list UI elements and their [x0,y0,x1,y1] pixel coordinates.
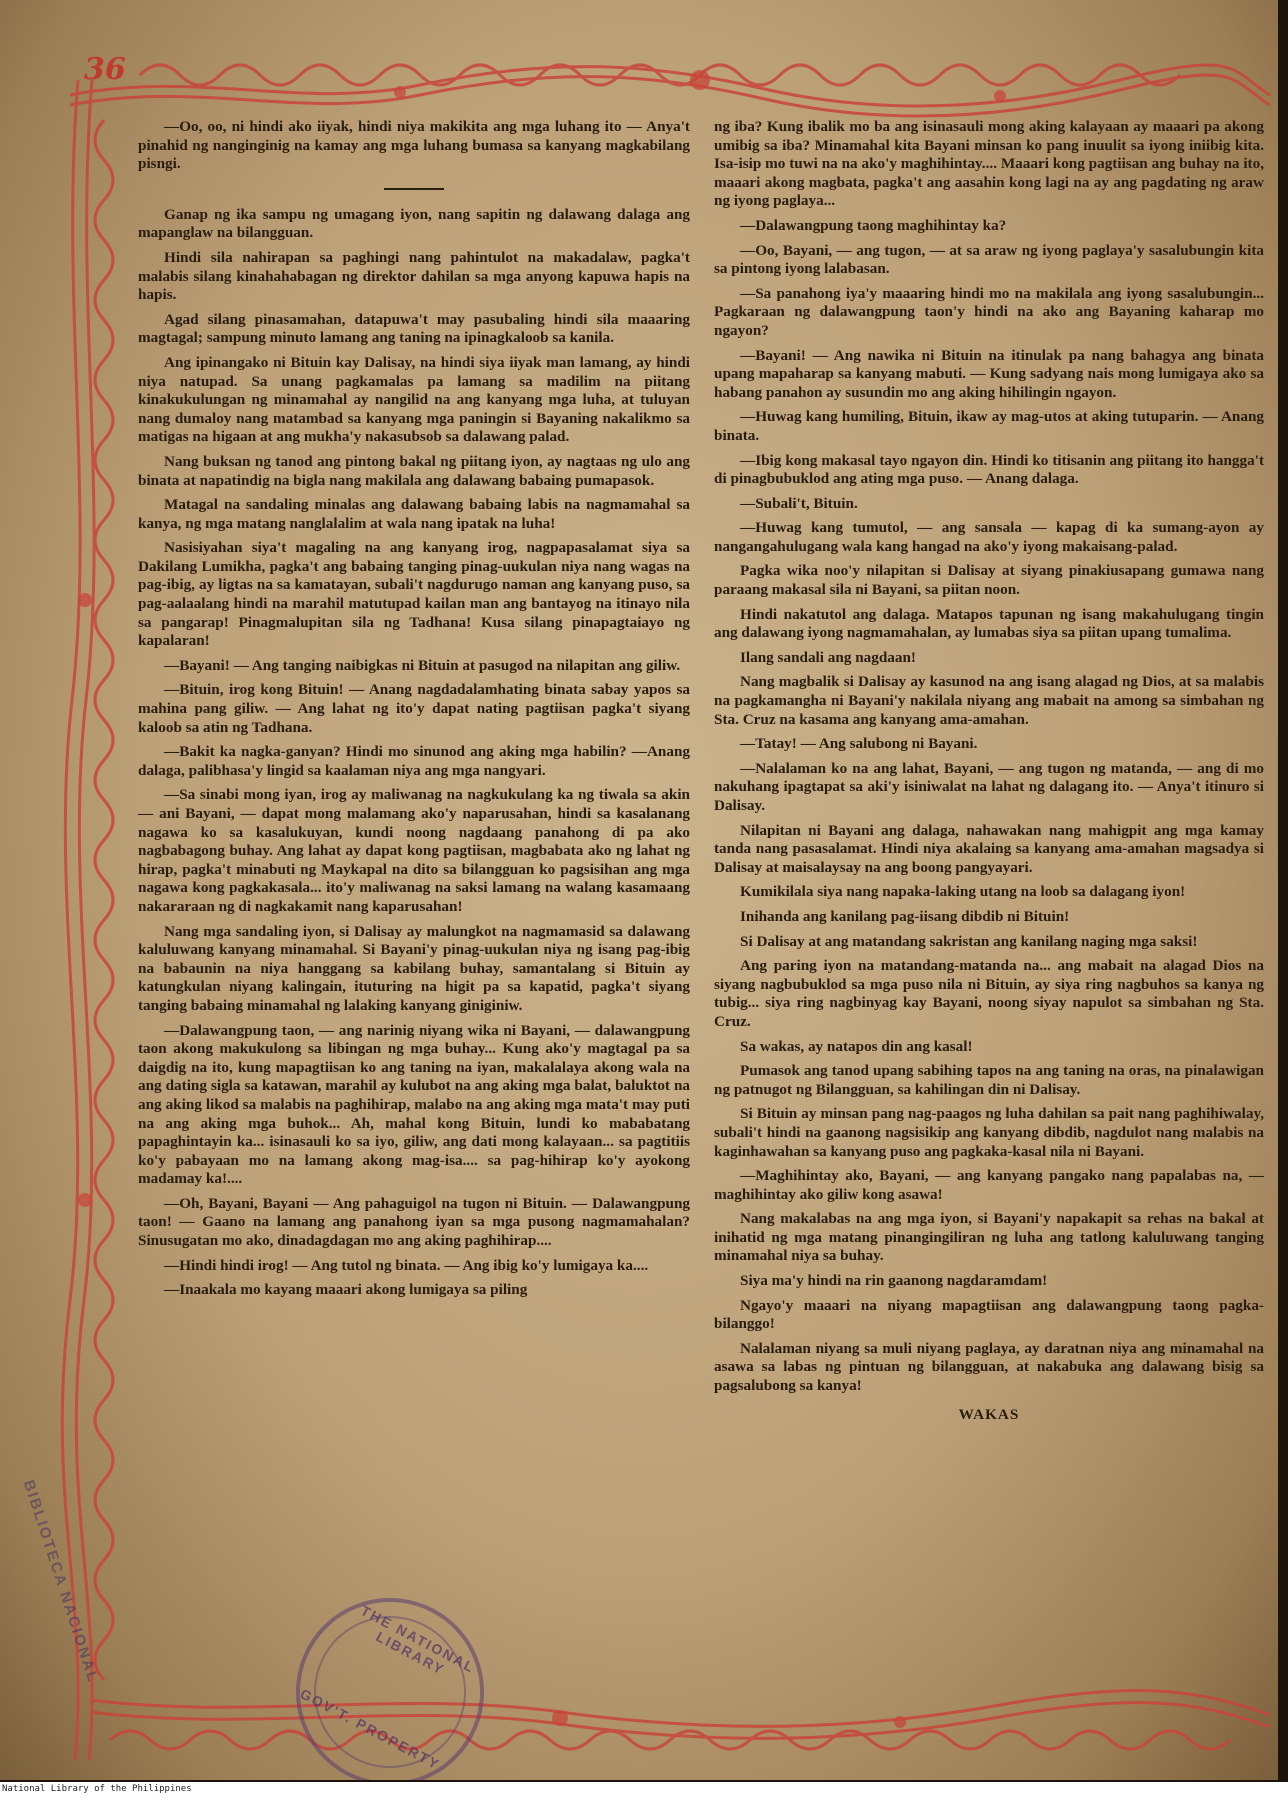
paragraph: Nang mga sandaling iyon, si Dalisay ay malungkot na nagmamasid sa dalawang kaluluwang kanyang minamahal. Si Bayani'y pinag-uukulan niya ng isang pag-ibig na babaunin na niya hanggang sa kabilang buhay, samantalang si Bituin ay katungkulan niyang kalingain, ituturing na higit pa sa kapatid, pagka't siyang tanging babaing minamahal ng lalaking kanyang giniginiw. [138,922,690,1014]
paragraph: —Bituin, irog kong Bituin! — Anang nagdadalamhating binata sabay yapos sa mahina pang giliw. — Ang lahat ng ito'y dapat nating pagtiisan pagka't siyang kaloob sa atin ng Tadhana. [138,681,690,736]
paragraph: —Bayani! — Ang tanging naibigkas ni Bituin at pasugod na nilapitan ang giliw. [164,656,681,674]
paragraph: —Huwag kang tumutol, — ang sansala — kapag di ka sumang-ayon ay nangangahulugang wala kang hangad na ako'y iyong makaisang-palad. [714,519,1264,555]
paragraph: Nasisiyahan siya't magaling na ang kanyang irog, nagpapasalamat siya sa Dakilang Lumikha, pagka't ang babaing tanging pinag-uukulan niya nang wagas na pag-ibig, ay ligtas na sa kamatayan, subali't nagdurugo naman ang kanyang puso, sa pag-aalaalang hindi na marahil matutupad kailan man ang bantayog na itinayo nila sa pangarap! Pinagmalupitan sila ng Tadhana! Kusa silang pinapagtaiayo ng kapalaran! [138,539,690,650]
paragraph: Ilang sandali ang nagdaan! [740,648,916,666]
paragraph: Pagka wika noo'y nilapitan si Dalisay at siyang pinakiusapang gumawa nang paraang makasal sila ni Bayani, sa piitan noon. [714,562,1264,599]
paragraph: Si Bituin ay minsan pang nag-paagos ng luha dahilan sa pait nang paghihiwalay, subali't hindi na gaanong nagsisikip ang kanyang dibdib, nagdulot nang malabis na kaginhawahan sa kanyang puso ang pagkaka-kasal nila ni Bayani. [714,1105,1264,1160]
paragraph: Sa wakas, ay natapos din ang kasal! [740,1037,973,1055]
paragraph: Ang paring iyon na matandang-matanda na... ang mabait na alagad Dios na siyang nagbubuklod sa mga puso nila ni Bituin, ay siya ring nagbuhos sa kanya ng tubig... siya ring nagbinyag kay Bayani, noong siyay napulot sa simbahan ng Sta. Cruz. [714,957,1264,1030]
right-column [714,118,1264,1430]
paragraph: Nang magbalik si Dalisay ay kasunod na ang isang alagad ng Dios, at sa malabis na pagkamangha ni Bayani'y nakilala niyang ang mabait na among sa simbahan ng Sta. Cruz na kasama ang kanyang ama-amahan. [714,673,1264,728]
paragraph: Kumikilala siya nang napaka-laking utang na loob sa dalagang iyon! [740,883,1186,901]
left-column [138,118,690,1306]
footer-credit: National Library of the Philippines [0,1782,1288,1808]
paragraph: Nalalaman niyang sa muli niyang paglaya, ay daratnan niya ang minamahal na asawa sa labas ng pintuan ng bilangguan, at nakabuka ang dalawang bisig sa pagsalubong sa kanya! [714,1339,1264,1395]
paragraph: Nang buksan ng tanod ang pintong bakal ng piitang iyon, ay nagtaas ng ulo ang binata at napatindig na bigla nang makilala ang dalawang babaing pumapasok. [138,452,690,489]
stamp-text-bottom: GOV'T. PROPERTY [297,1685,444,1773]
paragraph: —Bayani! — Ang nawika ni Bituin na itinulak pa nang bahagya ang binata upang mapaharap sa kanyang mabuti. — Kung sadyang nais mong lumigaya ako sa habang panahon ay susundin mo ang aking hihilingin ngayon. [714,346,1264,401]
paragraph: —Oh, Bayani, Bayani — Ang pahaguigol na tugon ni Bituin. — Dalawangpung taon! — Gaano na lamang ang panahong iyan sa mga pusong nagmamahalan? Sinusugatan mo ako, dinadagdagan mo ang aking paghihirap.... [138,1194,690,1250]
paragraph: —Huwag kang humiling, Bituin, ikaw ay mag-utos at aking tutuparin. — Anang binata. [714,408,1264,444]
paragraph: —Oo, Bayani, — ang tugon, — at sa araw ng iyong paglaya'y sasalubungin kita sa pintong iyong lalabasan. [714,241,1264,278]
paragraph: —Dalawangpung taong maghihintay ka? [740,216,1007,234]
paragraph: —Nalalaman ko na ang lahat, Bayani, — ang tugon ng matanda, — ang di mo nakuhang ipagtapat sa aki'y isiniwalat na lahat ng dalagang ito. — Anya't itinuro si Dalisay. [714,759,1264,814]
paragraph: —Maghihintay ako, Bayani, — ang kanyang pangako nang papalabas na, — maghihintay ako giliw kong asawa! [714,1167,1264,1203]
paragraph: —Oo, oo, ni hindi ako iiyak, hindi niya makikita ang mga luhang ito — Anya't pinahid ng nanginginig na kamay ang mga luhang bumasa sa kanyang magkabilang pisngi. [138,118,690,173]
section-divider [384,188,444,190]
paragraph: Inihanda ang kanilang pag-iisang dibdib ni Bituin! [740,907,1070,925]
paragraph: ng iba? Kung ibalik mo ba ang isinasauli mong aking kalayaan ay maaari pa akong umibig sa iba? Minamahal kita Bayani minsan ko pang inuulit sa iyong iniibig kita. Isa-isip mo tuwi na na ako'y maghihintay.... Maaari kong pagtiisan ang buhay na ito, maaari akong magbata, pagka't ang aasahin kong lagi na ay ang pagdating ng araw ng iyong paglaya... [714,118,1264,210]
paragraph: —Ibig kong makasal tayo ngayon din. Hindi ko titisanin ang piitang ito hangga't di pinagbubuklod ang ating mga puso. — Anang dalaga. [714,451,1264,488]
paragraph: —Sa sinabi mong iyan, irog ay maliwanag na nagkukulang ka ng tiwala sa akin — ani Bayani, — dapat mong malamang ako'y naparusahan, hindi sa kasalanang nagawa ko sa kasalukuyan, kundi noong nagdaang panahong di pa ako nagbabagong buhay. Ang lahat ay dapat kong pagtiisan, magbabata ako ng lahat ng hirap, pagka't minabuti ng Maykapal na dito sa bilangguan ko pagsisihan ang mga nagawa kong pagkakasala... ito'y maliwanag na saksi lamang na walang kasamaang nakararaan ng di nagkakamit nang kaparusahan! [138,786,690,915]
paragraph: Agad silang pinasamahan, datapuwa't may pasubaling hindi sila maaaring magtagal; sampung minuto lamang ang taning na ipinagkaloob sa kanila. [138,310,690,347]
paragraph: Si Dalisay at ang matandang sakristan ang kanilang naging mga saksi! [740,932,1198,950]
side-stamp: BIBLIOTECA NACIONAL [19,1478,102,1686]
paragraph: —Inaakala mo kayang maaari akong lumigaya sa piling [164,1281,528,1299]
paragraph: —Sa panahong iya'y maaaring hindi mo na makilala ang iyong sasalubungin... Pagkaraan ng dalawangpung taon'y hindi na ako ang Bayaning kaharap mo ngayon? [714,284,1264,339]
paragraph: Ganap ng ika sampu ng umagang iyon, nang sapitin ng dalawang dalaga ang mapanglaw na bilangguan. [138,205,690,242]
paragraph: Pumasok ang tanod upang sabihing tapos na ang taning na oras, na pinalawigan ng patnugot ng Bilangguan, sa kahilingan din ni Dalisay. [714,1062,1264,1098]
paragraph: Matagal na sandaling minalas ang dalawang babaing labis na nagmamahal sa kanya, ng mga matang nanglalalim at wala nang ipatak na luha! [138,496,690,532]
paragraph: Hindi sila nahirapan sa paghingi nang pahintulot na makadalaw, pagka't malabis silang kinahahabagan ng direktor dahilan sa mga anyong kapuwa hapis na hapis. [138,248,690,304]
paragraph: —Dalawangpung taon, — ang narinig niyang wika ni Bayani, — dalawangpung taon akong makukulong sa libingan ng mga buhay... Kung ako'y magtagal pa sa daigdig na ito, kung mapagtiisan ko ang taning na iyan, makalalaya akong wala na ang dating sigla sa katawan, marahil ay kulubot na ang aking mga balat, baluktot na ang aking likod sa malabis na paghihirap, malabo na ang aking mga mata't may puti na ang aking mga buhok... Ah, mahal kong Bituin, lundi ko mababatang papaghintayin ka... isinasauli ko sa iyo, giliw, ang dati mong kalayaan... sa pagtitiis ko'y pabayaan mo na lamang akong mag-isa.... sa pag-hihirap ko'y ayokong madamay ka!.... [138,1021,690,1188]
paragraph: —Subali't, Bituin. [740,494,858,512]
end-marker: WAKAS [958,1405,1020,1423]
paragraph: —Hindi hindi irog! — Ang tutol ng binata. — Ang ibig ko'y lumigaya ka.... [164,1256,649,1274]
paragraph: Nang makalabas na ang mga iyon, si Bayani'y napakapit sa rehas na bakal at inihatid ng mga matang pinangingiliran ng luha ang tatlong kaluluwang tanging minamahal niya sa buhay. [714,1210,1264,1265]
paragraph: Siya ma'y hindi na rin gaanong nagdaramdam! [740,1272,1048,1290]
paragraph: Nilapitan ni Bayani ang dalaga, nahawakan nang mahigpit ang mga kamay tanda nang pasasalamat. Hindi niya akalaing sa kanyang ama-amahan magsadya si Dalisay at maisalaysay na ang boong pangyayari. [714,821,1264,876]
paragraph: Ngayo'y maaari na niyang mapagtiisan ang dalawangpung taong pagka-bilanggo! [714,1296,1264,1333]
library-stamp [263,1565,517,1780]
stamp-text-top: THE NATIONAL LIBRARY [358,1602,479,1678]
page-number: 36 [84,52,126,87]
paragraph: —Bakit ka nagka-ganyan? Hindi mo sinunod ang aking mga habilin? —Anang dalaga, palibhasa'y lingid sa kaalaman niya ang mga nangyari. [138,743,690,779]
paragraph: Ang ipinangako ni Bituin kay Dalisay, na hindi siya iiyak man lamang, ay hindi niya natupad. Sa unang pagkamalas pa lamang sa madilim na piitang kinakukulungan ng minamahal ay nangilid na ang kanyang mga luha, at tuluyan nang dumaloy nang matambad sa kanyang mga paningin si Bayaning nakalikmo sa matigas na higaan at ang mukha'y nakasubsob sa dalawang palad. [138,353,690,446]
paragraph: —Tatay! — Ang salubong ni Bayani. [740,735,978,753]
paragraph: Hindi nakatutol ang dalaga. Matapos tapunan ng isang makahulugang tingin ang dalawang iyong nagmamahalan, ay lumabas siya sa piitan upang tumalima. [714,605,1264,642]
